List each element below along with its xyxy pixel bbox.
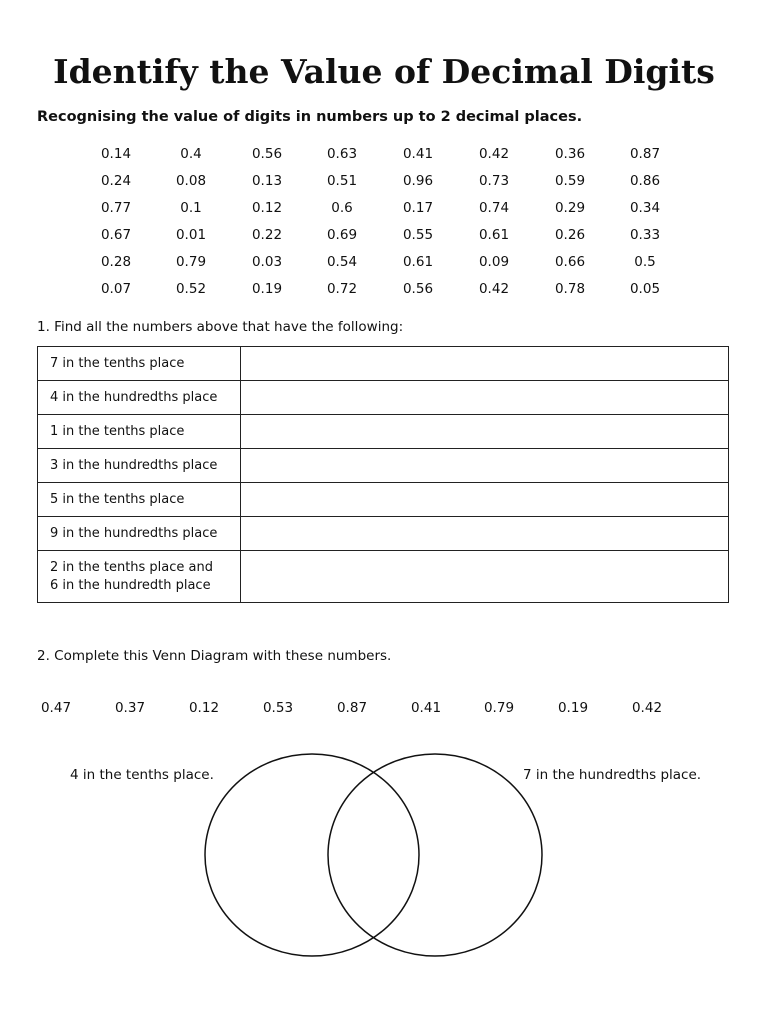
- number-grid-cell: 0.52: [175, 281, 207, 297]
- venn-number: 0.53: [262, 700, 294, 716]
- question-2-prompt: 2. Complete this Venn Diagram with these numbers.: [37, 648, 392, 664]
- answer-row-label: 9 in the hundredths place: [38, 517, 241, 551]
- number-grid-cell: 0.13: [251, 173, 283, 189]
- number-grid-cell: 0.96: [402, 173, 434, 189]
- number-grid-cell: 0.01: [175, 227, 207, 243]
- number-grid-cell: 0.42: [478, 146, 510, 162]
- answer-row-label: 4 in the hundredths place: [38, 381, 241, 415]
- venn-number: 0.12: [188, 700, 220, 716]
- number-grid-cell: 0.61: [478, 227, 510, 243]
- number-grid-cell: 0.78: [554, 281, 586, 297]
- worksheet-title: Identify the Value of Decimal Digits: [53, 52, 715, 91]
- number-grid-cell: 0.86: [629, 173, 661, 189]
- answer-row-label: 3 in the hundredths place: [38, 449, 241, 483]
- venn-number: 0.41: [410, 700, 442, 716]
- number-grid-cell: 0.08: [175, 173, 207, 189]
- number-grid-cell: 0.61: [402, 254, 434, 270]
- answer-row-label: 1 in the tenths place: [38, 415, 241, 449]
- number-grid-cell: 0.12: [251, 200, 283, 216]
- worksheet-subtitle: Recognising the value of digits in numbers up to 2 decimal places.: [37, 109, 583, 125]
- number-grid-cell: 0.73: [478, 173, 510, 189]
- number-grid-cell: 0.26: [554, 227, 586, 243]
- number-grid-cell: 0.56: [402, 281, 434, 297]
- number-grid-cell: 0.67: [100, 227, 132, 243]
- number-grid-cell: 0.51: [326, 173, 358, 189]
- number-grid-cell: 0.69: [326, 227, 358, 243]
- number-grid-cell: 0.77: [100, 200, 132, 216]
- number-grid-cell: 0.66: [554, 254, 586, 270]
- number-grid-cell: 0.41: [402, 146, 434, 162]
- number-grid-cell: 0.55: [402, 227, 434, 243]
- question-1-prompt: 1. Find all the numbers above that have the following:: [37, 319, 404, 335]
- number-grid-cell: 0.24: [100, 173, 132, 189]
- number-grid-cell: 0.74: [478, 200, 510, 216]
- number-grid-cell: 0.34: [629, 200, 661, 216]
- number-grid-cell: 0.29: [554, 200, 586, 216]
- number-grid-cell: 0.28: [100, 254, 132, 270]
- number-grid-cell: 0.42: [478, 281, 510, 297]
- number-grid-cell: 0.79: [175, 254, 207, 270]
- number-grid-cell: 0.1: [180, 200, 202, 216]
- venn-left-circle[interactable]: [205, 754, 419, 956]
- venn-number: 0.47: [40, 700, 72, 716]
- venn-right-circle[interactable]: [328, 754, 542, 956]
- answer-row-label: 7 in the tenths place: [38, 347, 241, 381]
- venn-right-label: 7 in the hundredths place.: [523, 767, 702, 783]
- number-grid-cell: 0.22: [251, 227, 283, 243]
- number-grid-cell: 0.36: [554, 146, 586, 162]
- number-grid-cell: 0.03: [251, 254, 283, 270]
- number-grid-cell: 0.6: [331, 200, 353, 216]
- venn-number: 0.19: [557, 700, 589, 716]
- venn-number: 0.37: [114, 700, 146, 716]
- number-grid-cell: 0.5: [634, 254, 656, 270]
- number-grid-cell: 0.07: [100, 281, 132, 297]
- number-grid-cell: 0.87: [629, 146, 661, 162]
- answer-row-label: 5 in the tenths place: [38, 483, 241, 517]
- number-grid-cell: 0.14: [100, 146, 132, 162]
- number-grid-cell: 0.4: [180, 146, 202, 162]
- venn-left-label: 4 in the tenths place.: [70, 767, 214, 783]
- venn-number: 0.42: [631, 700, 663, 716]
- number-grid-cell: 0.05: [629, 281, 661, 297]
- number-grid-cell: 0.09: [478, 254, 510, 270]
- number-grid-cell: 0.59: [554, 173, 586, 189]
- number-grid-cell: 0.56: [251, 146, 283, 162]
- number-grid-cell: 0.19: [251, 281, 283, 297]
- number-grid-cell: 0.54: [326, 254, 358, 270]
- number-grid-cell: 0.72: [326, 281, 358, 297]
- answer-row-label: 2 in the tenths place and 6 in the hundredth place: [38, 551, 241, 603]
- number-grid-cell: 0.63: [326, 146, 358, 162]
- number-grid-cell: 0.17: [402, 200, 434, 216]
- venn-number: 0.87: [336, 700, 368, 716]
- number-grid-cell: 0.33: [629, 227, 661, 243]
- venn-number: 0.79: [483, 700, 515, 716]
